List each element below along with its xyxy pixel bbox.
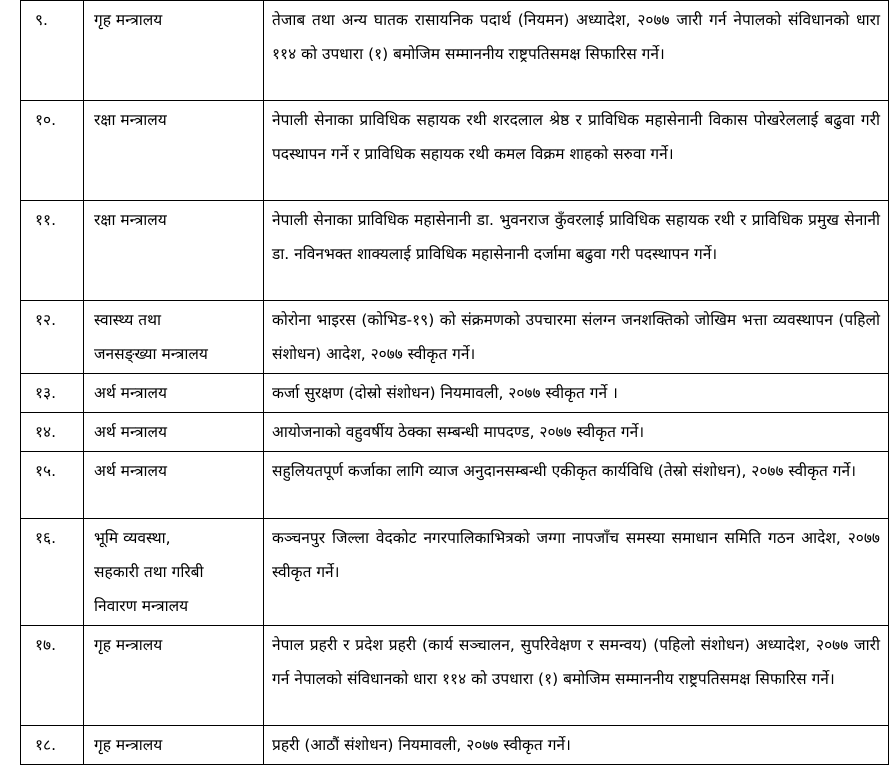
decision-text: तेजाब तथा अन्य घातक रासायनिक पदार्थ (नियमन) अध्यादेश, २०७७ जारी गर्न नेपालको संविधानको धारा ११४ को उपधारा (१) बमोजिम सम्माननीय राष्ट्रपतिसमक्ष सिफारिस गर्ने। (264, 1, 889, 101)
ministry-name (84, 519, 264, 626)
decision-text: कोरोना भाइरस (कोभिड-१९) को संक्रमणको उपचारमा संलग्न जनशक्तिको जोखिम भत्ता व्यवस्थापन (पहिलो संशोधन) आदेश, २०७७ स्वीकृत गर्ने। (264, 301, 889, 374)
ministry-name-line: सहकारी तथा गरिबी (94, 563, 204, 581)
ministry-name-line: स्वास्थ्य तथा (94, 311, 162, 329)
table-row (21, 452, 889, 519)
decision-text: कञ्चनपुर जिल्ला वेदकोट नगरपालिकाभित्रको जग्गा नापजाँच समस्या समाधान समिति गठन आदेश, २०७७ स्वीकृत गर्ने। (264, 519, 889, 626)
row-number: १६. (21, 519, 84, 626)
table-row (21, 413, 889, 452)
decision-text: कर्जा सुरक्षण (दोस्रो संशोधन) नियमावली, २०७७ स्वीकृत गर्ने । (264, 374, 889, 413)
table-row (21, 301, 889, 374)
ministry-name: अर्थ मन्त्रालय (84, 452, 264, 519)
decisions-table (20, 0, 889, 765)
decision-text: आयोजनाको वहुवर्षीय ठेक्का सम्बन्धी मापदण्ड, २०७७ स्वीकृत गर्ने। (264, 413, 889, 452)
table-row (21, 1, 889, 101)
ministry-name-line: भूमि व्यवस्था, (94, 529, 171, 547)
row-number: ९. (21, 1, 84, 101)
table-row (21, 201, 889, 301)
table-row (21, 101, 889, 201)
decision-text: प्रहरी (आठौं संशोधन) नियमावली, २०७७ स्वीकृत गर्ने। (264, 726, 889, 765)
decision-text: नेपाल प्रहरी र प्रदेश प्रहरी (कार्य सञ्चालन, सुपरिवेक्षण र समन्वय) (पहिलो संशोधन) अध्यादेश, २०७७ जारी गर्न नेपालको संविधानको धारा ११४ को उपधारा (१) बमोजिम सम्माननीय राष्ट्रपतिसमक्ष सिफारिस गर्ने। (264, 626, 889, 726)
row-number: १०. (21, 101, 84, 201)
row-number: १२. (21, 301, 84, 374)
table-row (21, 374, 889, 413)
row-number: १७. (21, 626, 84, 726)
ministry-name: गृह मन्त्रालय (84, 1, 264, 101)
decision-text: नेपाली सेनाका प्राविधिक सहायक रथी शरदलाल श्रेष्ठ र प्राविधिक महासेनानी विकास पोखरेललाई बढुवा गरी पदस्थापन गर्ने र प्राविधिक सहायक रथी कमल विक्रम शाहको सरुवा गर्ने। (264, 101, 889, 201)
row-number: १५. (21, 452, 84, 519)
ministry-name: अर्थ मन्त्रालय (84, 413, 264, 452)
decision-text: सहुलियतपूर्ण कर्जाका लागि व्याज अनुदानसम्बन्धी एकीकृत कार्यविधि (तेस्रो संशोधन), २०७७ स्वीकृत गर्ने। (264, 452, 889, 519)
ministry-name: गृह मन्त्रालय (84, 626, 264, 726)
ministry-name-line: निवारण मन्त्रालय (94, 597, 189, 615)
decision-text: नेपाली सेनाका प्राविधिक महासेनानी डा. भुवनराज कुँवरलाई प्राविधिक सहायक रथी र प्राविधिक प्रमुख सेनानी डा. नविनभक्त शाक्यलाई प्राविधिक महासेनानी दर्जामा बढुवा गरी पदस्थापन गर्ने। (264, 201, 889, 301)
row-number: १८. (21, 726, 84, 765)
ministry-name (84, 301, 264, 374)
row-number: १३. (21, 374, 84, 413)
ministry-name: गृह मन्त्रालय (84, 726, 264, 765)
ministry-name-line: जनसङ्ख्या मन्त्रालय (94, 345, 208, 363)
ministry-name: रक्षा मन्त्रालय (84, 201, 264, 301)
table-row (21, 626, 889, 726)
ministry-name: अर्थ मन्त्रालय (84, 374, 264, 413)
table-row (21, 519, 889, 626)
table-row (21, 726, 889, 765)
ministry-name: रक्षा मन्त्रालय (84, 101, 264, 201)
row-number: १४. (21, 413, 84, 452)
row-number: ११. (21, 201, 84, 301)
